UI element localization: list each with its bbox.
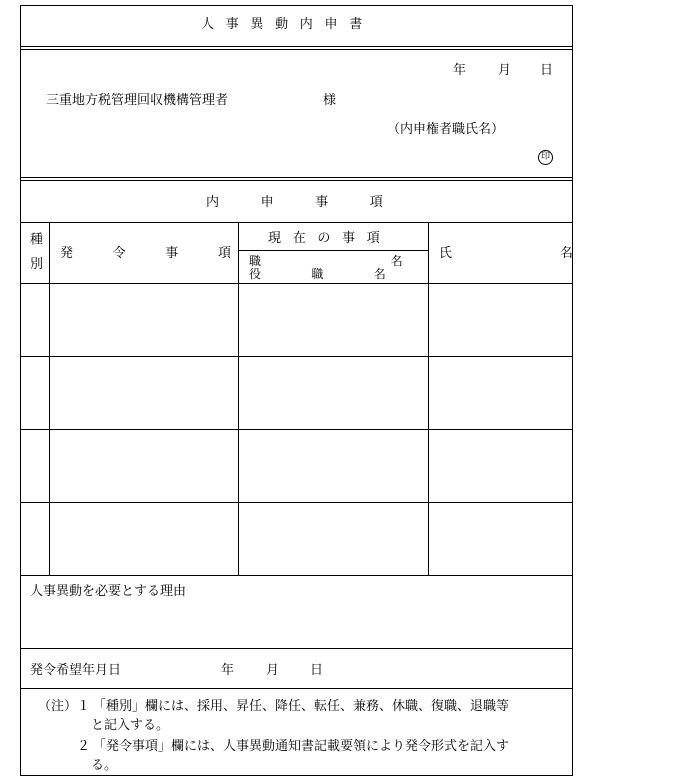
applicant-label: （内申権者職氏名） bbox=[387, 122, 505, 137]
divider bbox=[20, 46, 573, 47]
seal-mark: 印 bbox=[538, 150, 553, 165]
reason-field[interactable] bbox=[21, 605, 572, 647]
kind-cell[interactable] bbox=[21, 357, 49, 429]
divider bbox=[238, 250, 428, 251]
note-2-number: ２ bbox=[77, 739, 91, 754]
current-cell[interactable] bbox=[239, 430, 428, 502]
kind-cell[interactable] bbox=[21, 503, 49, 575]
kind-cell[interactable] bbox=[21, 284, 49, 356]
note-1-line-1: 「種別」欄には、採用、昇任、降任、転任、兼務、休職、復職、退職等 bbox=[93, 699, 510, 714]
date-year: 年 bbox=[453, 63, 467, 78]
header-kind: 種別 bbox=[27, 232, 42, 282]
section-title: 内申事項 bbox=[206, 195, 425, 210]
desired-date-day: 日 bbox=[310, 663, 324, 678]
notes-prefix: （注） bbox=[38, 699, 78, 714]
note-2-line-2: る。 bbox=[91, 758, 118, 773]
name-cell[interactable] bbox=[429, 357, 572, 429]
date-day: 日 bbox=[540, 63, 554, 78]
current-cell[interactable] bbox=[239, 284, 428, 356]
note-1-line-2: と記入する。 bbox=[91, 718, 170, 733]
desired-date-month: 月 bbox=[266, 663, 280, 678]
header-current-position: 職名 bbox=[249, 254, 533, 268]
note-2-line-1: 「発令事項」欄には、人事異動通知書記載要領により発令形式を記入す bbox=[93, 739, 510, 754]
divider bbox=[20, 688, 573, 689]
header-name: 氏名 bbox=[439, 246, 681, 261]
header-current-role: 役職名 bbox=[249, 267, 437, 281]
divider bbox=[20, 575, 573, 576]
divider bbox=[20, 177, 573, 178]
order-cell[interactable] bbox=[50, 503, 238, 575]
order-cell[interactable] bbox=[50, 357, 238, 429]
order-cell[interactable] bbox=[50, 430, 238, 502]
kind-cell[interactable] bbox=[21, 430, 49, 502]
order-cell[interactable] bbox=[50, 284, 238, 356]
desired-date-year: 年 bbox=[221, 663, 235, 678]
note-1-number: １ bbox=[77, 699, 91, 714]
divider bbox=[20, 49, 573, 50]
addressee-honorific: 様 bbox=[323, 93, 337, 108]
current-cell[interactable] bbox=[239, 357, 428, 429]
name-cell[interactable] bbox=[429, 430, 572, 502]
divider bbox=[20, 180, 573, 181]
name-cell[interactable] bbox=[429, 503, 572, 575]
desired-date-label: 発令希望年月日 bbox=[30, 663, 122, 678]
name-cell[interactable] bbox=[429, 284, 572, 356]
divider bbox=[20, 222, 573, 223]
header-current: 現在の事項 bbox=[268, 231, 392, 246]
current-cell[interactable] bbox=[239, 503, 428, 575]
form-title: 人事異動内申書 bbox=[201, 17, 374, 32]
divider bbox=[20, 648, 573, 649]
reason-label: 人事異動を必要とする理由 bbox=[30, 584, 187, 599]
header-order: 発令事項 bbox=[60, 246, 271, 261]
addressee-org: 三重地方税管理回収機構管理者 bbox=[46, 93, 229, 108]
date-month: 月 bbox=[498, 63, 512, 78]
